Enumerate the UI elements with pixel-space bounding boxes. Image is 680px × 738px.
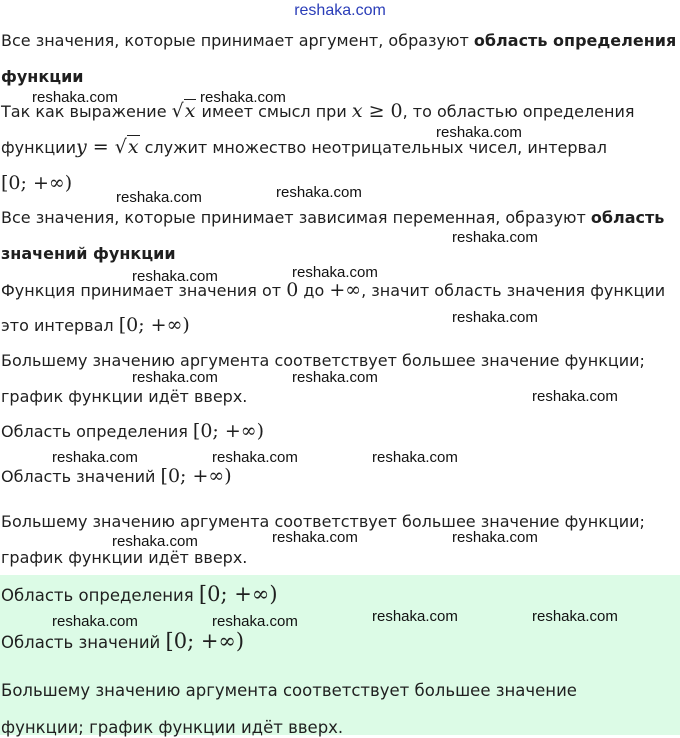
watermark: reshaka.com <box>452 529 538 546</box>
watermark: reshaka.com <box>52 449 138 466</box>
text-line <box>1 31 676 51</box>
text-span: функции; график функции идёт вверх. <box>1 718 344 737</box>
watermark: reshaka.com <box>292 264 378 281</box>
math-var: x <box>351 100 363 122</box>
text-line <box>1 466 232 487</box>
text-line <box>1 351 645 371</box>
sqrt-expression <box>115 135 140 158</box>
math-var: y <box>75 136 87 158</box>
watermark: reshaka.com <box>292 369 378 386</box>
math-interval: [0; +∞) <box>192 420 265 442</box>
text-span: функции <box>1 138 76 157</box>
bold-term: область определения <box>473 31 677 50</box>
watermark: reshaka.com <box>272 529 358 546</box>
page-header <box>0 0 680 22</box>
math-expr: 0 <box>286 279 299 301</box>
text-line <box>1 208 664 228</box>
text-line <box>1 315 190 336</box>
text-line <box>1 584 278 606</box>
watermark: reshaka.com <box>132 369 218 386</box>
text-span: Так как выражение <box>1 102 172 121</box>
text-span: Область определения <box>1 422 193 441</box>
text-line <box>1 421 264 442</box>
text-span: Функция принимает значения от <box>1 281 287 300</box>
math-expr: ≥ 0 <box>362 100 403 122</box>
text-span: Область значений <box>1 467 161 486</box>
bold-term: область <box>590 208 665 227</box>
sqrt-expression <box>172 99 197 122</box>
text-line <box>1 387 247 407</box>
watermark: reshaka.com <box>200 89 286 106</box>
watermark: reshaka.com <box>436 124 522 141</box>
watermark: reshaka.com <box>132 268 218 285</box>
watermark: reshaka.com <box>452 229 538 246</box>
text-span: Большему значению аргумента соответствует большее значение функции; <box>1 351 645 370</box>
math-expr: = <box>86 136 115 158</box>
text-line <box>1 173 72 194</box>
watermark: reshaka.com <box>212 613 298 630</box>
watermark: reshaka.com <box>532 388 618 405</box>
radicand: x <box>184 100 196 122</box>
radicand: x <box>127 136 139 158</box>
sqrt-sign: √ <box>114 136 127 158</box>
text-span: Область значений <box>1 633 166 652</box>
sqrt-sign: √ <box>171 100 184 122</box>
watermark: reshaka.com <box>372 608 458 625</box>
math-interval: [0; +∞) <box>118 314 190 336</box>
text-line <box>1 718 343 738</box>
text-span: Область определения <box>1 586 199 605</box>
text-span: до <box>298 281 330 300</box>
math-interval: [0; +∞) <box>1 172 73 194</box>
bold-term: значений функции <box>1 244 176 263</box>
bold-term: функции <box>1 67 84 86</box>
text-span: служит множество неотрицательных чисел, интервал <box>139 138 607 157</box>
math-expr: +∞ <box>329 279 362 301</box>
watermark: reshaka.com <box>52 613 138 630</box>
text-span: , значит область значения функции <box>361 281 666 300</box>
math-interval: [0; +∞) <box>165 629 245 653</box>
text-span: график функции идёт вверх. <box>1 548 248 567</box>
text-span: это интервал <box>1 316 119 335</box>
math-interval: [0; +∞) <box>160 465 232 487</box>
math-interval: [0; +∞) <box>198 582 278 606</box>
text-line <box>1 681 577 701</box>
watermark: reshaka.com <box>276 184 362 201</box>
text-span: Все значения, которые принимает зависимая переменная, образуют <box>1 208 591 227</box>
text-span: Большему значению аргумента соответствует большее значение функции; <box>1 512 645 531</box>
watermark: reshaka.com <box>116 189 202 206</box>
watermark: reshaka.com <box>532 608 618 625</box>
text-line <box>1 548 247 568</box>
text-line <box>1 244 176 264</box>
site-link[interactable]: reshaka.com <box>294 2 386 19</box>
text-line <box>1 280 665 301</box>
text-span: , то областью определения <box>402 102 635 121</box>
watermark: reshaka.com <box>452 309 538 326</box>
text-span: Все значения, которые принимает аргумент, образуют <box>1 31 474 50</box>
watermark: reshaka.com <box>372 449 458 466</box>
text-span: Большему значению аргумента соответствует большее значение <box>1 681 577 700</box>
watermark: reshaka.com <box>32 89 118 106</box>
text-line <box>1 631 244 653</box>
text-line <box>1 67 84 87</box>
watermark: reshaka.com <box>112 533 198 550</box>
text-span: график функции идёт вверх. <box>1 387 248 406</box>
text-span: имеет смысл при <box>196 102 352 121</box>
watermark: reshaka.com <box>212 449 298 466</box>
